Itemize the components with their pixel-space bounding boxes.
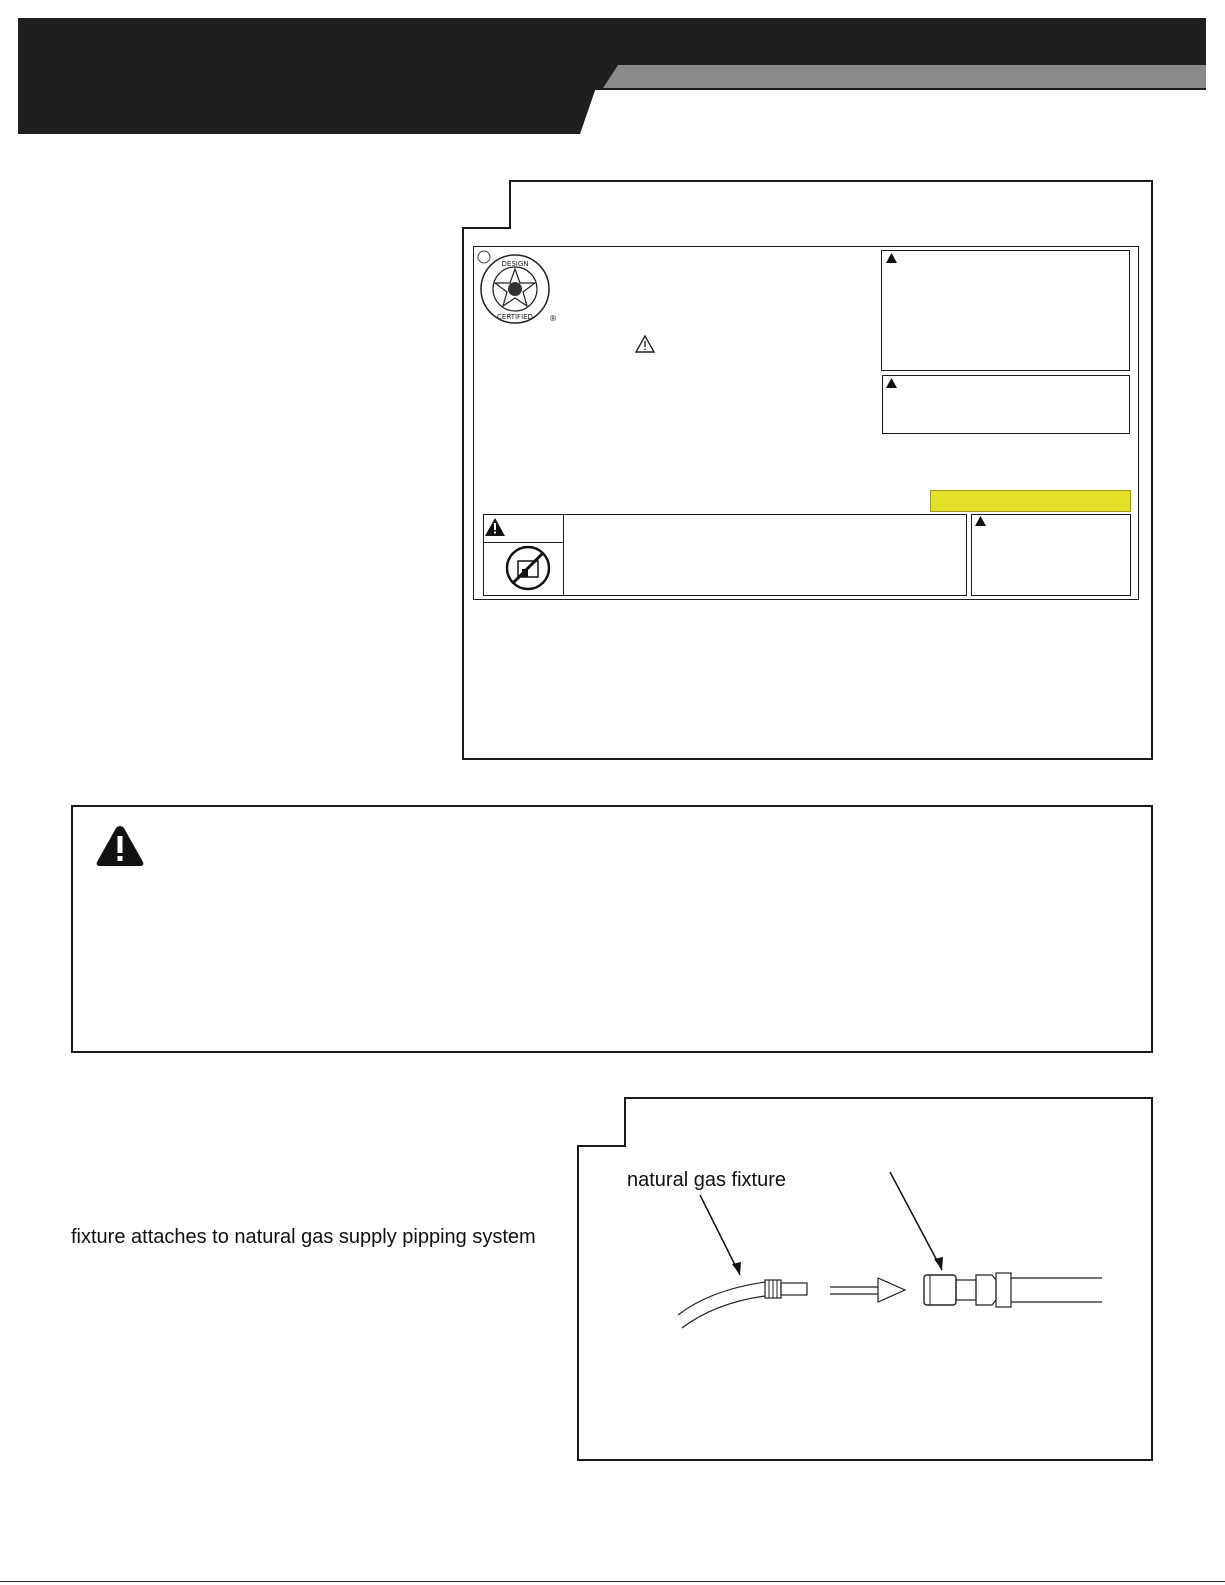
- label-warning-box-3: [971, 514, 1131, 596]
- warning-triangle-icon: [485, 518, 505, 536]
- no-indoor-use-icon: [505, 545, 551, 591]
- warning-notice-panel: [71, 805, 1153, 1053]
- figure-b-step-tab: [577, 1097, 626, 1147]
- design-certified-seal-icon: [479, 253, 555, 325]
- warning-exclamation-icon: [95, 824, 145, 868]
- quick-connect-illustration: [670, 1170, 1110, 1350]
- caution-triangle-outline-icon: [635, 335, 655, 353]
- label-warning-box-1: [881, 250, 1130, 371]
- warning-triangle-small-icon: [886, 378, 897, 388]
- page-bottom-rule: [0, 1581, 1225, 1582]
- page-header-banner: [0, 0, 1225, 140]
- label-warning-panel: [483, 514, 967, 596]
- natural-gas-fixture-callout: natural gas fixture: [627, 1169, 786, 1191]
- svg-text:CERTIFIED: CERTIFIED: [497, 313, 533, 321]
- label-warning-divider: [483, 542, 563, 543]
- label-highlight-bar: [930, 490, 1131, 512]
- svg-text:®: ®: [549, 314, 557, 323]
- figure-a-step-tab: [462, 180, 511, 229]
- svg-text:DESIGN: DESIGN: [501, 260, 529, 268]
- label-warning-box-2: [882, 375, 1130, 434]
- step-b-description: fixture attaches to natural gas supply pipping system: [71, 1226, 536, 1248]
- warning-triangle-small-icon: [886, 253, 897, 263]
- warning-triangle-small-icon: [975, 516, 986, 526]
- label-warning-divider: [563, 514, 564, 596]
